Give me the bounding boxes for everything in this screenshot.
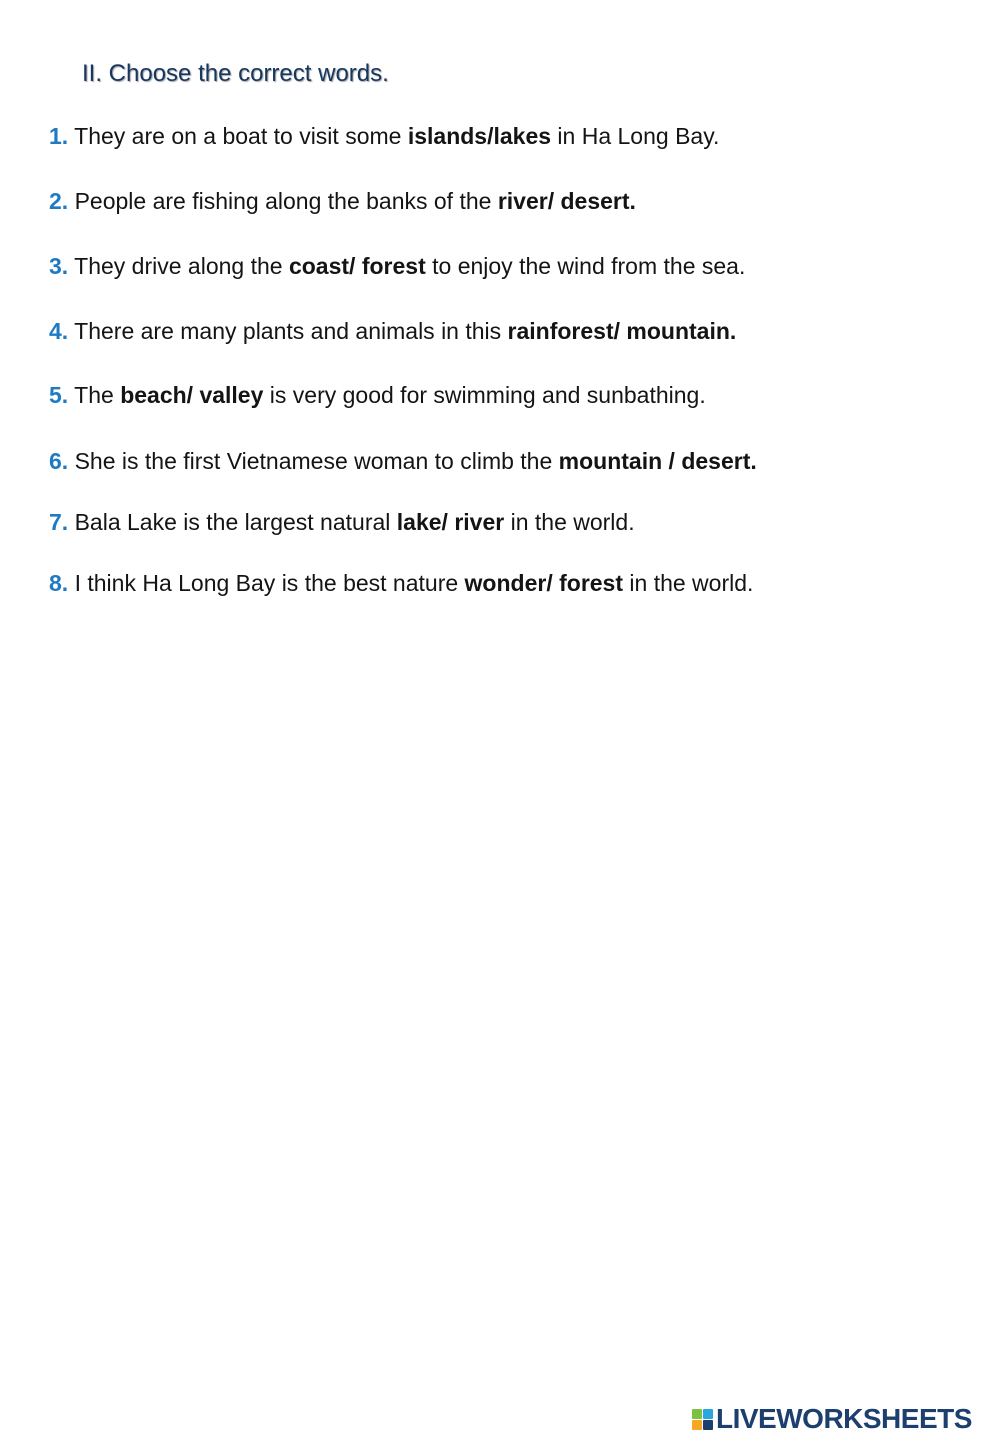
question-text-before: They are on a boat to visit some xyxy=(68,123,408,149)
answer-choices[interactable]: mountain / desert. xyxy=(558,448,757,474)
logo-square xyxy=(703,1420,713,1430)
answer-choices[interactable]: islands/lakes xyxy=(407,123,552,149)
question-text-before: There are many plants and animals in this xyxy=(68,318,508,344)
liveworksheets-logo xyxy=(692,1404,972,1434)
answer-choices[interactable]: rainforest/ mountain. xyxy=(507,318,737,344)
answer-choices[interactable]: wonder/ forest xyxy=(464,570,624,596)
question-text-after: in the world. xyxy=(623,570,754,596)
question-item xyxy=(49,316,736,346)
logo-square xyxy=(703,1409,713,1419)
question-text-before: They drive along the xyxy=(68,253,289,279)
answer-choices[interactable]: coast/ forest xyxy=(288,253,426,279)
question-text-after: to enjoy the wind from the sea. xyxy=(425,253,746,279)
logo-square xyxy=(692,1409,702,1419)
question-item xyxy=(49,380,706,410)
answer-choices[interactable]: beach/ valley xyxy=(120,382,264,408)
question-number: 1. xyxy=(49,123,69,149)
liveworksheets-logo-icon xyxy=(692,1409,713,1430)
question-number: 5. xyxy=(49,382,69,408)
question-item xyxy=(49,121,719,151)
question-item xyxy=(49,507,635,537)
question-text-before: I think Ha Long Bay is the best nature xyxy=(68,570,465,596)
question-text-before: People are fishing along the banks of the xyxy=(68,188,498,214)
question-text-after: is very good for swimming and sunbathing. xyxy=(263,382,706,408)
answer-choices[interactable]: river/ desert. xyxy=(497,188,636,214)
worksheet-heading: II. Choose the correct words. xyxy=(82,60,389,87)
question-number: 8. xyxy=(49,570,69,596)
question-number: 2. xyxy=(49,188,69,214)
question-item xyxy=(49,186,636,216)
question-text-after: in the world. xyxy=(504,509,635,535)
question-text-before: She is the first Vietnamese woman to climb the xyxy=(68,448,559,474)
question-number: 4. xyxy=(49,318,69,344)
question-number: 3. xyxy=(49,253,69,279)
question-item xyxy=(49,251,745,281)
question-number: 7. xyxy=(49,509,69,535)
logo-square xyxy=(692,1420,702,1430)
logo-text: LIVEWORKSHEETS xyxy=(716,1403,972,1434)
question-number: 6. xyxy=(49,448,69,474)
question-text-after: in Ha Long Bay. xyxy=(551,123,720,149)
question-item xyxy=(49,446,757,476)
question-text-before: The xyxy=(68,382,121,408)
question-item xyxy=(49,568,753,598)
answer-choices[interactable]: lake/ river xyxy=(396,509,505,535)
question-text-before: Bala Lake is the largest natural xyxy=(68,509,397,535)
